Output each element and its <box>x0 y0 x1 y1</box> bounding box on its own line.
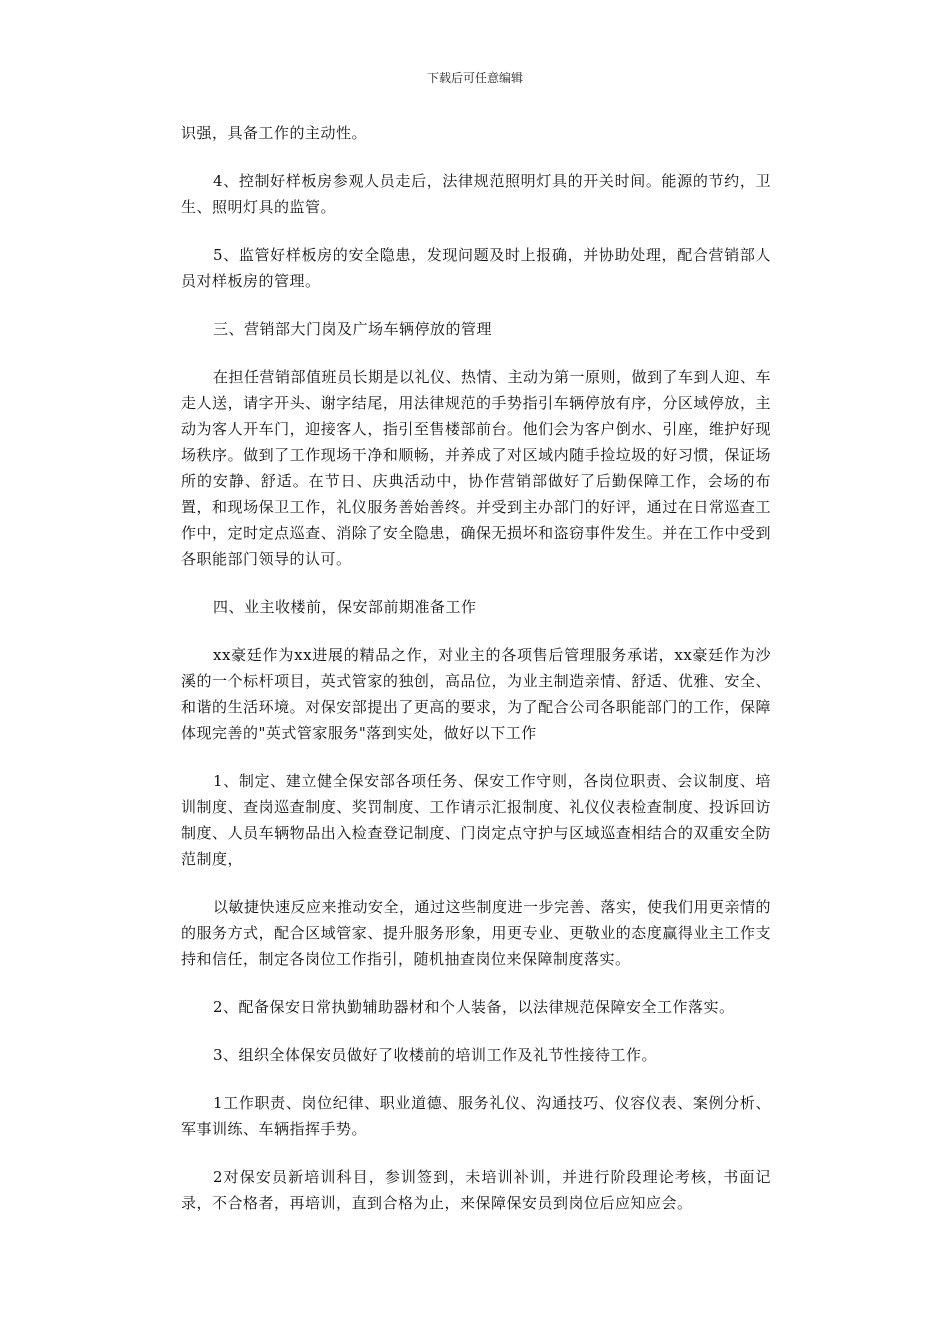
paragraph-item-5: 5、监管好样板房的安全隐患，发现问题及时上报确，并协助处理，配合营销部人员对样板房的管理。 <box>181 246 771 290</box>
paragraph-item-4: 4、控制好样板房参观人员走后，法律规范照明灯具的开关时间。能源的节约，卫生、照明灯具的监管。 <box>181 172 771 216</box>
paragraph-section-4-intro: xx豪廷作为xx进展的精品之作，对业主的各项售后管理服务承诺，xx豪廷作为沙溪的一个标杆项目，英式管家的独创，高品位，为业主制造亲情、舒适、优雅、安全、和谐的生活环境。对保安部提出了更高的要求，为了配合公司各职能部门的工作，保障体现完善的"英式管家服务"落到实处，做好以下工作 <box>181 646 771 742</box>
section-heading-3: 三、营销部大门岗及广场车辆停放的管理 <box>213 320 493 338</box>
section-heading-4: 四、业主收楼前，保安部前期准备工作 <box>213 598 477 616</box>
document-body <box>181 120 771 1238</box>
paragraph-subitem-2: 2对保安员新培训科目，参训签到，未培训补训，并进行阶段理论考核，书面记录，不合格者，再培训，直到合格为止，来保障保安员到岗位后应知应会。 <box>181 1168 771 1212</box>
paragraph-item-2: 2、配备保安日常执勤辅助器材和个人装备，以法律规范保障安全工作落实。 <box>213 998 735 1016</box>
header-note: 下载后可任意编辑 <box>426 71 523 85</box>
paragraph-item-3: 3、组织全体保安员做好了收楼前的培训工作及礼节性接待工作。 <box>213 1046 658 1064</box>
paragraph-item-1-detail: 以敏捷快速反应来推动安全，通过这些制度进一步完善、落实，使我们用更亲情的的服务方式，配合区域管家、提升服务形象，用更专业、更敬业的态度赢得业主工作支持和信任，制定各岗位工作指引，随机抽查岗位来保障制度落实。 <box>181 898 772 968</box>
paragraph-continuation: 识强，具备工作的主动性。 <box>181 124 368 142</box>
paragraph-subitem-1: 1工作职责、岗位纪律、职业道德、服务礼仪、沟通技巧、仪容仪表、案例分析、军事训练、车辆指挥手势。 <box>181 1094 771 1138</box>
paragraph-item-1: 1、制定、建立健全保安部各项任务、保安工作守则，各岗位职责、会议制度、培训制度、查岗巡查制度、奖罚制度、工作请示汇报制度、礼仪仪表检查制度、投诉回访制度、人员车辆物品出入检查登记制度、门岗定点守护与区域巡查相结合的双重安全防范制度， <box>181 772 771 868</box>
paragraph-section-3-body: 在担任营销部值班员长期是以礼仪、热情、主动为第一原则，做到了车到人迎、车走人送，请字开头、谢字结尾，用法律规范的手势指引车辆停放有序，分区域停放，主动为客人开车门，迎接客人，指引至售楼部前台。他们会为客户倒水、引座，维护好现场秩序。做到了工作现场干净和顺畅，并养成了对区域内随手捡垃圾的好习惯，保证场所的安静、舒适。在节日、庆典活动中，协作营销部做好了后勤保障工作，会场的布置，和现场保卫工作，礼仪服务善始善终。并受到主办部门的好评，通过在日常巡查工作中，定时定点巡查、消除了安全隐患，确保无损坏和盗窃事件发生。并在工作中受到各职能部门领导的认可。 <box>181 368 772 568</box>
